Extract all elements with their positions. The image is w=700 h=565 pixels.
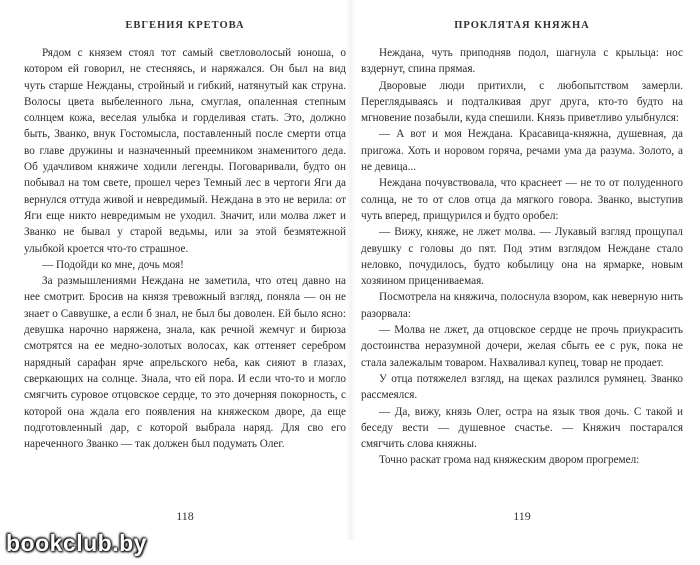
paragraph: Неждана, чуть приподняв подол, шагнула с крыльца: нос вздернут, спина прямая.	[361, 47, 683, 76]
right-page-body	[361, 45, 683, 469]
watermark-logo: bookclub.by	[6, 530, 147, 556]
paragraph: — А вот и моя Неждана. Красавица-княжна, душевная, да пригожа. Хоть и норовом горяча, речами ума да разума. Золото, а не девица...	[361, 128, 683, 174]
book-gutter	[346, 0, 356, 540]
paragraph: Рядом с князем стоял тот самый светловолосый юноша, о котором ей говорил, не стесняясь, и наряжался. Он был на вид чуть старше Нежданы, стройный и гибкий, натянутый как струна. Волосы цвета выбеленного льна, смуглая, опаленная степным солнцем кожа, веселая улыбка и горделивая стать. Это, должно быть, Званко, внук Гостомысла, поставленный после смерти отца во главе дружины и назначенный преемником знаменитого деда. Об удачливом княжиче ходили легенды. Поговаривали, будто он побывал на том свете, прошел через Темный лес в чертоги Яги да вернулся оттуда живой и невредимый. Неждана в это не верила: от Яги еще никто невредимым не уходил. Значит, или молва лжет и Званко не бывал у старой ведьмы, или за этой безмятежной улыбкой кроется что-то страшное.	[24, 47, 346, 255]
paragraph: — Молва не лжет, да отцовское сердце не прочь приукрасить достоинства неразумной дочери, желая сбыть ее с рук, пока не стала залежалым товаром. Нахваливал купец, товар не продает.	[361, 324, 683, 369]
right-running-head: ПРОКЛЯТАЯ КНЯЖНА	[454, 20, 590, 31]
paragraph: — Да, вижу, князь Олег, остра на язык твоя дочь. С такой и беседу вести — душевное счастье. — Княжич постарался смягчить слова княжны.	[361, 405, 683, 451]
left-running-head: ЕВГЕНИЯ КРЕТОВА	[125, 20, 245, 31]
left-page-number: 118	[176, 509, 194, 523]
paragraph: Посмотрела на княжича, полоснула взором, как неверную нить разорвала:	[361, 291, 683, 320]
paragraph: Точно раскат грома над княжеским двором прогремел:	[379, 454, 640, 467]
paragraph: — Вижу, княже, не лжет молва. — Лукавый взгляд прощупал девушку с головы до пят. Под этим взглядом Неждане стало неловко, почудилось, будто кобылицу она на ярмарке, новым хозяином прицениваемая.	[361, 226, 683, 288]
paragraph: — Подойди ко мне, дочь моя!	[42, 258, 184, 271]
paragraph: У отца потяжелел взгляд, на щеках разлился румянец. Званко рассмеялся.	[361, 372, 683, 402]
right-page-number: 119	[513, 509, 531, 523]
paragraph: Неждана почувствовала, что краснеет — не то от полуденного солнца, не то от слов отца да мягкого говора. Званко, выступив чуть вперед, прищурился и будто оробел:	[361, 177, 683, 222]
left-page-body	[24, 45, 346, 452]
paragraph: Дворовые люди притихли, с любопытством замерли. Переглядываясь и подталкивая друг друга, кто-то будто на мгновение позабыли, куда спешили. Князь приветливо улыбнулся:	[361, 79, 683, 125]
paragraph: За размышлениями Неждана не заметила, что отец давно на нее смотрит. Бросив на князя тревожный взгляд, поняла — он не знает о Саввушке, а если б знал, не был бы доволен. Ей было ясно: девушка нарочно наряжена, знала, как речной жемчуг и бирюза смотрятся на ее медно-золотых волосах, как оттеняет серебром нарядный сарафан ярче апрельского неба, как сияют в глазах, сверкающих на солнце. Знала, что ей пора. И если что-то и могло смягчить суровое отцовское сердце, то это дочерняя покорность, с которой она ждала его появления на княжеском дворе, да еще подготовленный дар, с которой выбрала наряд. Для сво его нареченного Званко — так должен был подумать Олег.	[24, 275, 346, 451]
left-page	[24, 18, 346, 524]
right-page	[361, 18, 683, 524]
